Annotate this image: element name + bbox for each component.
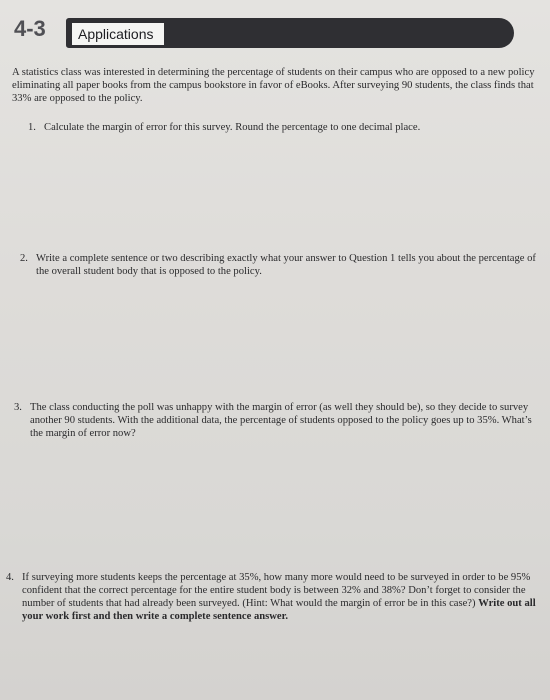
question-4 [6,571,544,623]
question-instruction: Write out all your work first and then write a complete sentence answer. [22,598,536,622]
section-number: 4-3 [14,16,46,41]
question-number: 3. [14,402,22,413]
question-text: Calculate the margin of error for this survey. Round the percentage to one decimal place. [44,122,421,133]
section-title: Applications [72,23,164,45]
question-text: Write a complete sentence or two describing exactly what your answer to Question 1 tells you about the percentage of the overall student body that is opposed to the policy. [36,253,536,277]
question-3 [14,401,544,440]
question-2 [20,252,540,278]
question-1 [28,121,528,134]
question-text: If surveying more students keeps the percentage at 35%, how many more would need to be surveyed in order to be 95% confident that the correct percentage for the entire student body is between 32% and 38%? Don’t forget to consider the number of students that had already been surveyed. (Hint: What would the margin of error be in this case?) [22,572,531,609]
intro-paragraph: A statistics class was interested in determining the percentage of students on their campus who are opposed to a new policy eliminating all paper books from the campus bookstore in favor of eBooks. After surveying 90 students, the class finds that 33% are opposed to the policy. [12,67,535,104]
section-header [0,14,550,54]
question-number: 1. [28,122,36,133]
question-number: 4. [6,572,14,583]
question-text-wrap [22,571,544,623]
question-text: The class conducting the poll was unhappy with the margin of error (as well they should be), so they decide to survey another 90 students. With the additional data, the percentage of students opposed to the policy goes up to 35%. What’s the margin of error now? [30,402,532,439]
question-number: 2. [20,253,28,264]
